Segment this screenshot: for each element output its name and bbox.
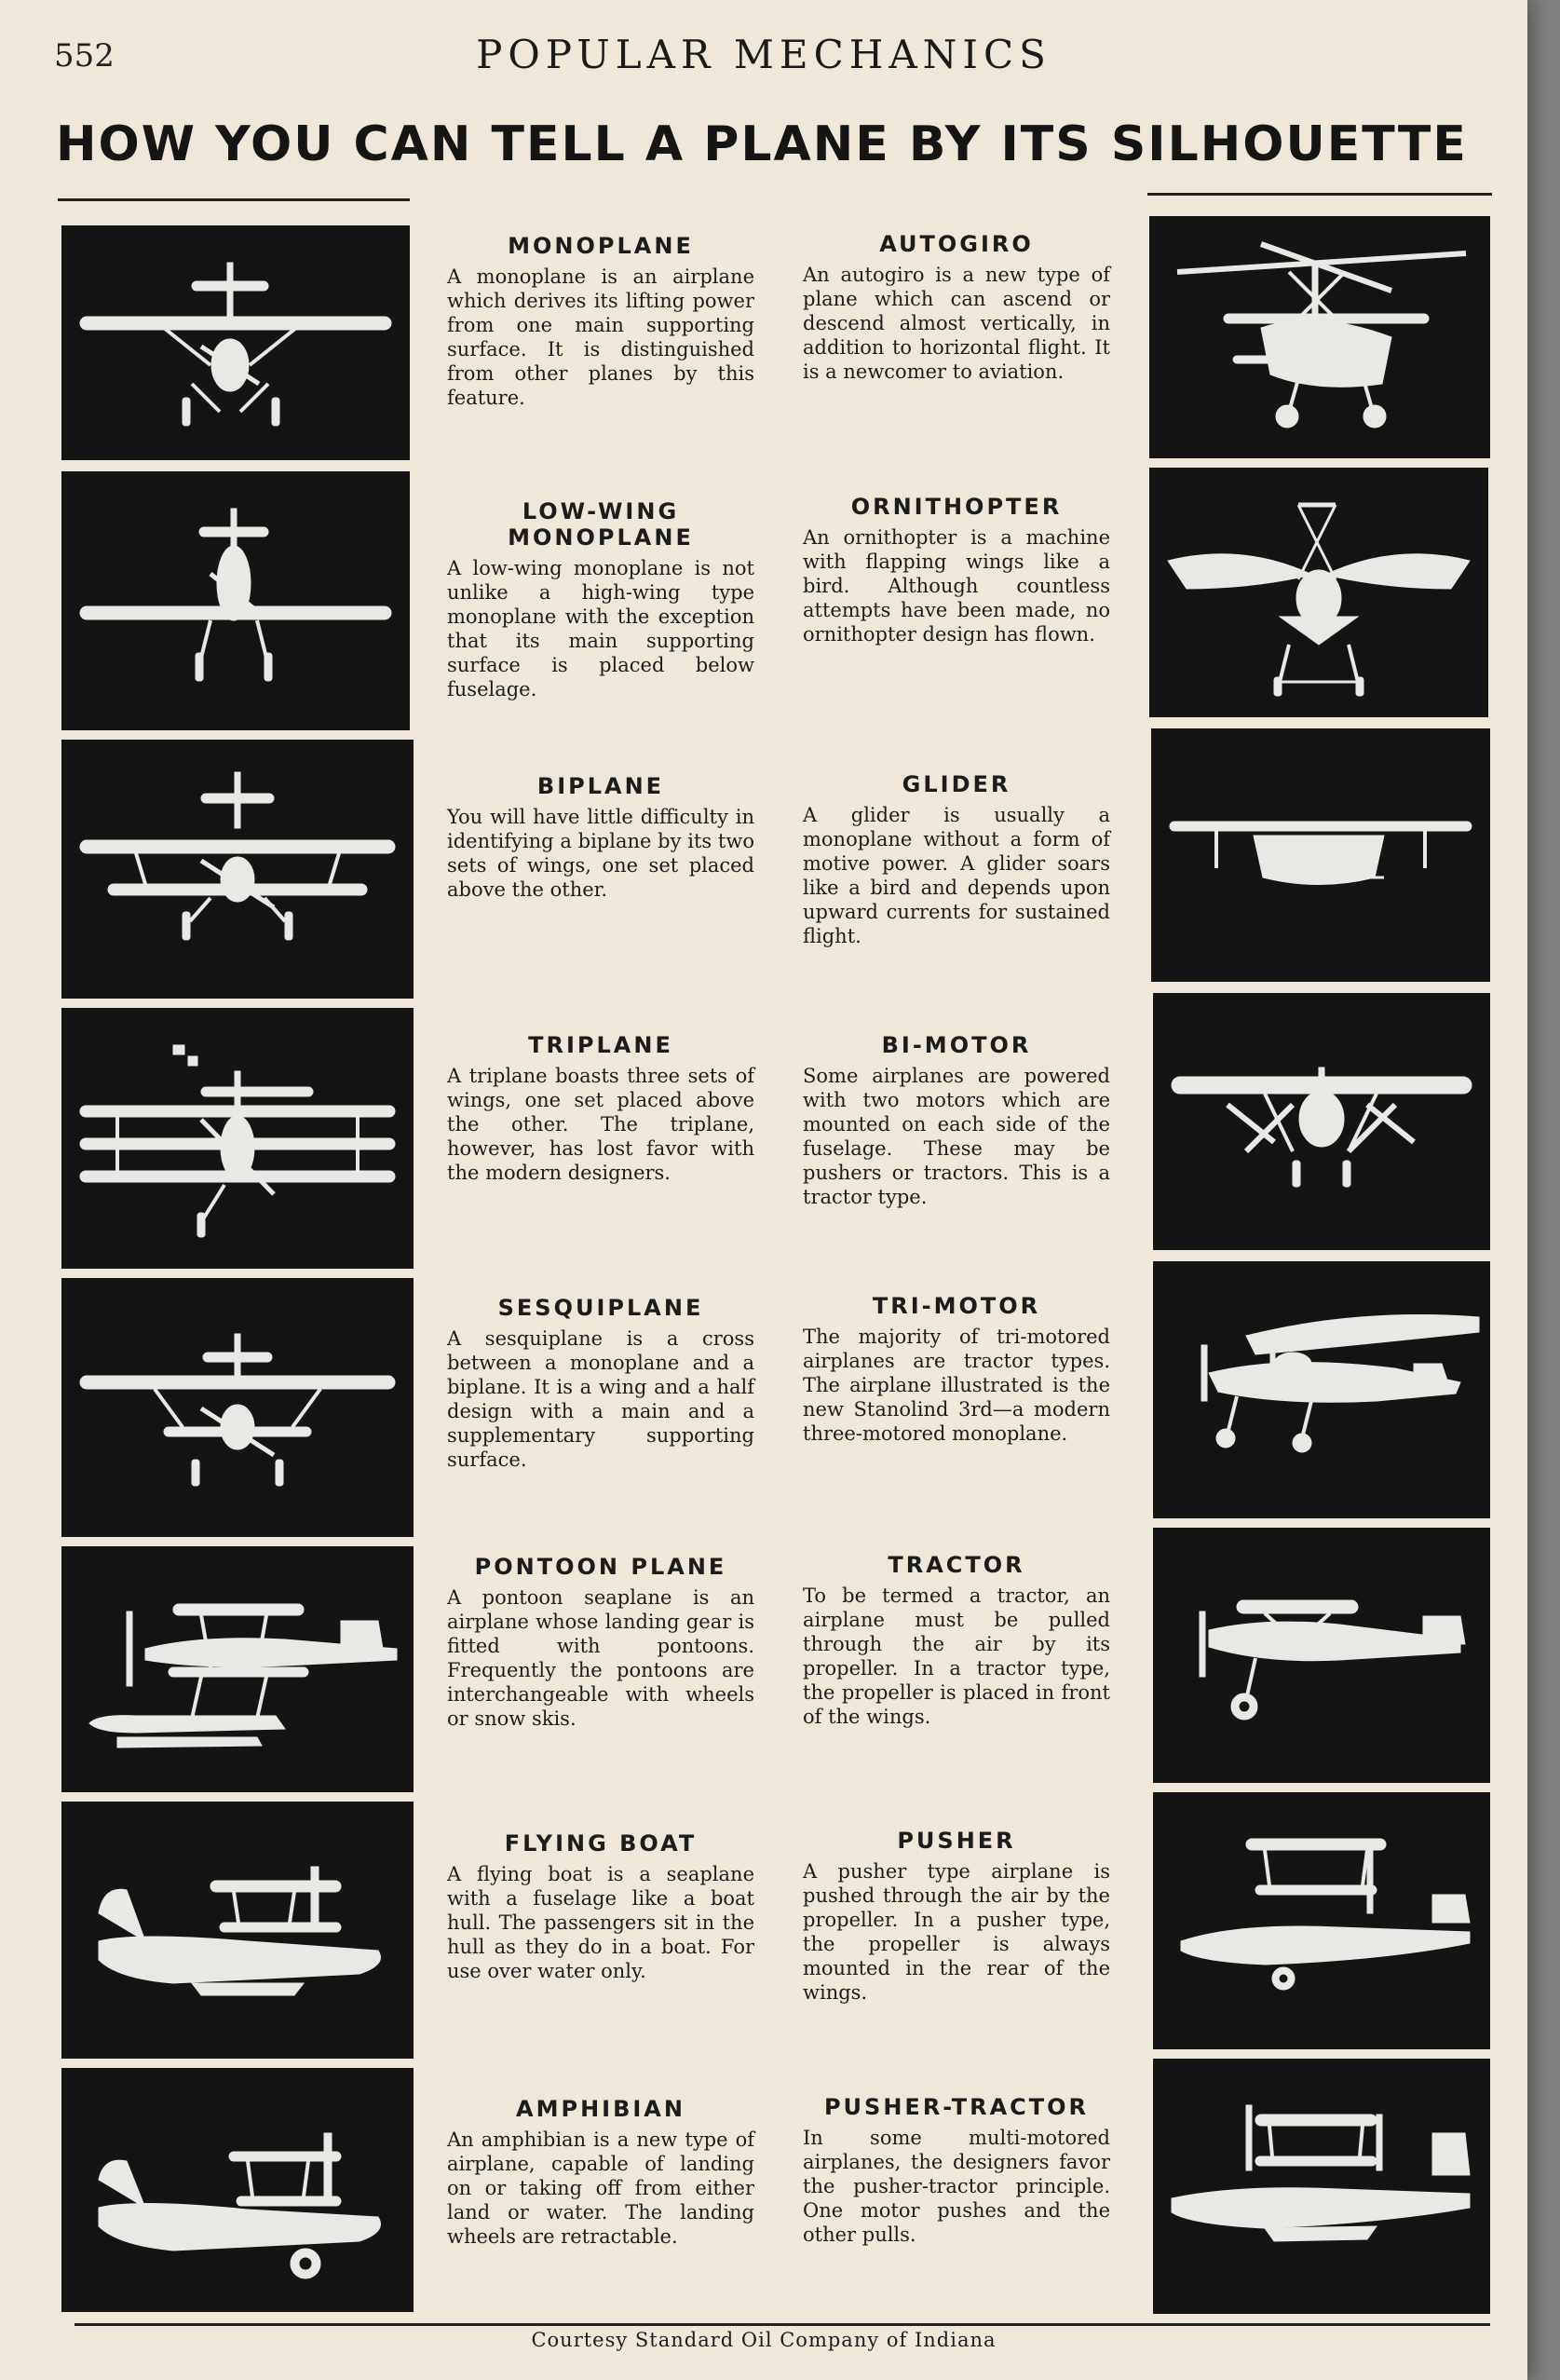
entry-title: BIPLANE [536, 773, 665, 799]
entry-text: To be termed a tractor, an airplane must be pulled through the air by its propeller. In a tractor type, the propeller is placed in front of the wings. [803, 1584, 1110, 1728]
entry-title: SESQUIPLANE [497, 1295, 704, 1321]
entry-text: Some airplanes are powered with two motors which are mounted on each side of the fuselage. These may be pushers or tractors. This is a tractor type. [803, 1065, 1110, 1208]
bi-motor-silhouette [1153, 993, 1490, 1250]
entry-pusher-tractor [803, 2094, 1110, 2247]
entry-text: A triplane boasts three sets of wings, one set placed above the other. The triplane, however, has lost favor with the modern designers. [447, 1065, 754, 1184]
entry-triplane [447, 1032, 754, 1185]
entry-title: BI-MOTOR [881, 1032, 1032, 1058]
entry-title: PONTOON PLANE [474, 1554, 727, 1580]
rule-left [58, 198, 410, 201]
panel-glider [1151, 728, 1490, 982]
entry-title: TRACTOR [888, 1552, 1025, 1578]
entry-title: AMPHIBIAN [516, 2096, 685, 2122]
panel-low-wing-monoplane [61, 471, 410, 730]
tractor-silhouette [1153, 1528, 1490, 1783]
entry-title: GLIDER [902, 771, 1011, 797]
panel-sesquiplane [61, 1278, 414, 1537]
entry-text: An autogiro is a new type of plane which can ascend or descend almost vertically, in addition to horizontal flight. It is a newcomer to aviation. [803, 264, 1110, 383]
entry-title: AUTOGIRO [879, 231, 1034, 257]
rule-right [1147, 193, 1492, 196]
bottom-rule [75, 2323, 1490, 2326]
entry-title: PUSHER-TRACTOR [823, 2094, 1090, 2120]
entry-text: A low-wing monoplane is not unlike a high-wing type monoplane with the exception that its main supporting surface is placed below fuselage. [447, 557, 754, 700]
entry-tractor [803, 1552, 1110, 1729]
entry-text: A pusher type airplane is pushed through the air by the propeller. In a pusher type, the propeller is always mounted in the rear of the wings. [803, 1860, 1110, 2004]
entry-pontoon-plane [447, 1554, 754, 1731]
entry-title: MONOPLANE [508, 233, 694, 259]
biplane-silhouette [61, 740, 414, 999]
panel-bi-motor [1153, 993, 1490, 1250]
entry-title: ORNITHOPTER [850, 494, 1063, 520]
panel-pontoon-plane [61, 1546, 414, 1792]
panel-ornithopter [1149, 468, 1488, 717]
glider-silhouette [1151, 728, 1490, 982]
panel-pusher [1153, 1792, 1490, 2049]
headline: HOW YOU CAN TELL A PLANE BY ITS SILHOUETTE [56, 116, 1468, 172]
panel-flying-boat [61, 1802, 414, 2059]
panel-tri-motor [1153, 1261, 1490, 1518]
flying-boat-silhouette [61, 1802, 414, 2059]
entry-title: PUSHER [897, 1828, 1016, 1854]
entry-title: TRI-MOTOR [872, 1293, 1041, 1319]
panel-tractor [1153, 1528, 1490, 1783]
monoplane-silhouette [61, 225, 410, 460]
entry-text: A flying boat is a seaplane with a fuselage like a boat hull. The passengers sit in the hull as they do in a boat. For use over water only. [447, 1863, 754, 1982]
tri-motor-silhouette [1153, 1261, 1490, 1518]
panel-triplane [61, 1008, 414, 1269]
pusher-silhouette [1153, 1792, 1490, 2049]
entry-text: You will have little difficulty in identifying a biplane by its two sets of wings, one set placed above the other. [447, 806, 754, 901]
pusher-tractor-silhouette [1153, 2059, 1490, 2314]
entry-text: A glider is usually a monoplane without a form of motive power. A glider soars like a bird and depends upon upward currents for sustained flight. [803, 804, 1110, 947]
page-number: 552 [54, 37, 115, 75]
credit-line: Courtesy Standard Oil Company of Indiana [531, 2329, 997, 2351]
running-head: POPULAR MECHANICS [476, 32, 1051, 77]
panel-pusher-tractor [1153, 2059, 1490, 2314]
entry-text: An ornithopter is a machine with flapping wings like a bird. Although countless attempts have been made, no ornithopter design has flown. [803, 526, 1110, 646]
entry-text: In some multi-motored airplanes, the designers favor the pusher-tractor principle. One motor pushes and the other pulls. [803, 2127, 1110, 2246]
autogiro-silhouette [1149, 216, 1490, 458]
entry-sesquiplane [447, 1295, 754, 1472]
entry-amphibian [447, 2096, 754, 2249]
low-wing-monoplane-silhouette [61, 471, 410, 730]
panel-monoplane [61, 225, 410, 460]
entry-text: The majority of tri-motored airplanes are tractor types. The airplane illustrated is the new Stanolind 3rd—a modern three-motored monoplane. [803, 1326, 1110, 1445]
panel-amphibian [61, 2068, 414, 2312]
sesquiplane-silhouette [61, 1278, 414, 1537]
panel-autogiro [1149, 216, 1490, 458]
entry-autogiro [803, 231, 1110, 384]
ornithopter-silhouette [1149, 468, 1488, 717]
amphibian-silhouette [61, 2068, 414, 2312]
pontoon-plane-silhouette [61, 1546, 414, 1792]
entry-tri-motor [803, 1293, 1110, 1446]
entry-bi-motor [803, 1032, 1110, 1209]
entry-flying-boat [447, 1830, 754, 1983]
triplane-silhouette [61, 1008, 414, 1269]
entry-low-wing-monoplane [447, 498, 754, 701]
entry-text: An amphibian is a new type of airplane, capable of landing on or taking off from either land or water. The landing wheels are retractable. [447, 2128, 754, 2248]
entry-glider [803, 771, 1110, 948]
entry-text: A monoplane is an airplane which derives its lifting power from one main supporting surface. It is distinguished from other planes by this feature. [447, 265, 754, 409]
entry-text: A sesquiplane is a cross between a monoplane and a biplane. It is a wing and a half design with a main and a supplementary supporting surface. [447, 1327, 754, 1471]
panel-biplane [61, 740, 414, 999]
entry-title: LOW-WING MONOPLANE [508, 498, 694, 551]
entry-pusher [803, 1828, 1110, 2005]
entry-monoplane [447, 233, 754, 410]
entry-title: TRIPLANE [528, 1032, 673, 1058]
entry-biplane [447, 773, 754, 902]
entry-text: A pontoon seaplane is an airplane whose landing gear is fitted with pontoons. Frequently the pontoons are interchangeable with wheels or snow skis. [447, 1586, 754, 1730]
entry-title: FLYING BOAT [504, 1830, 698, 1856]
entry-ornithopter [803, 494, 1110, 646]
